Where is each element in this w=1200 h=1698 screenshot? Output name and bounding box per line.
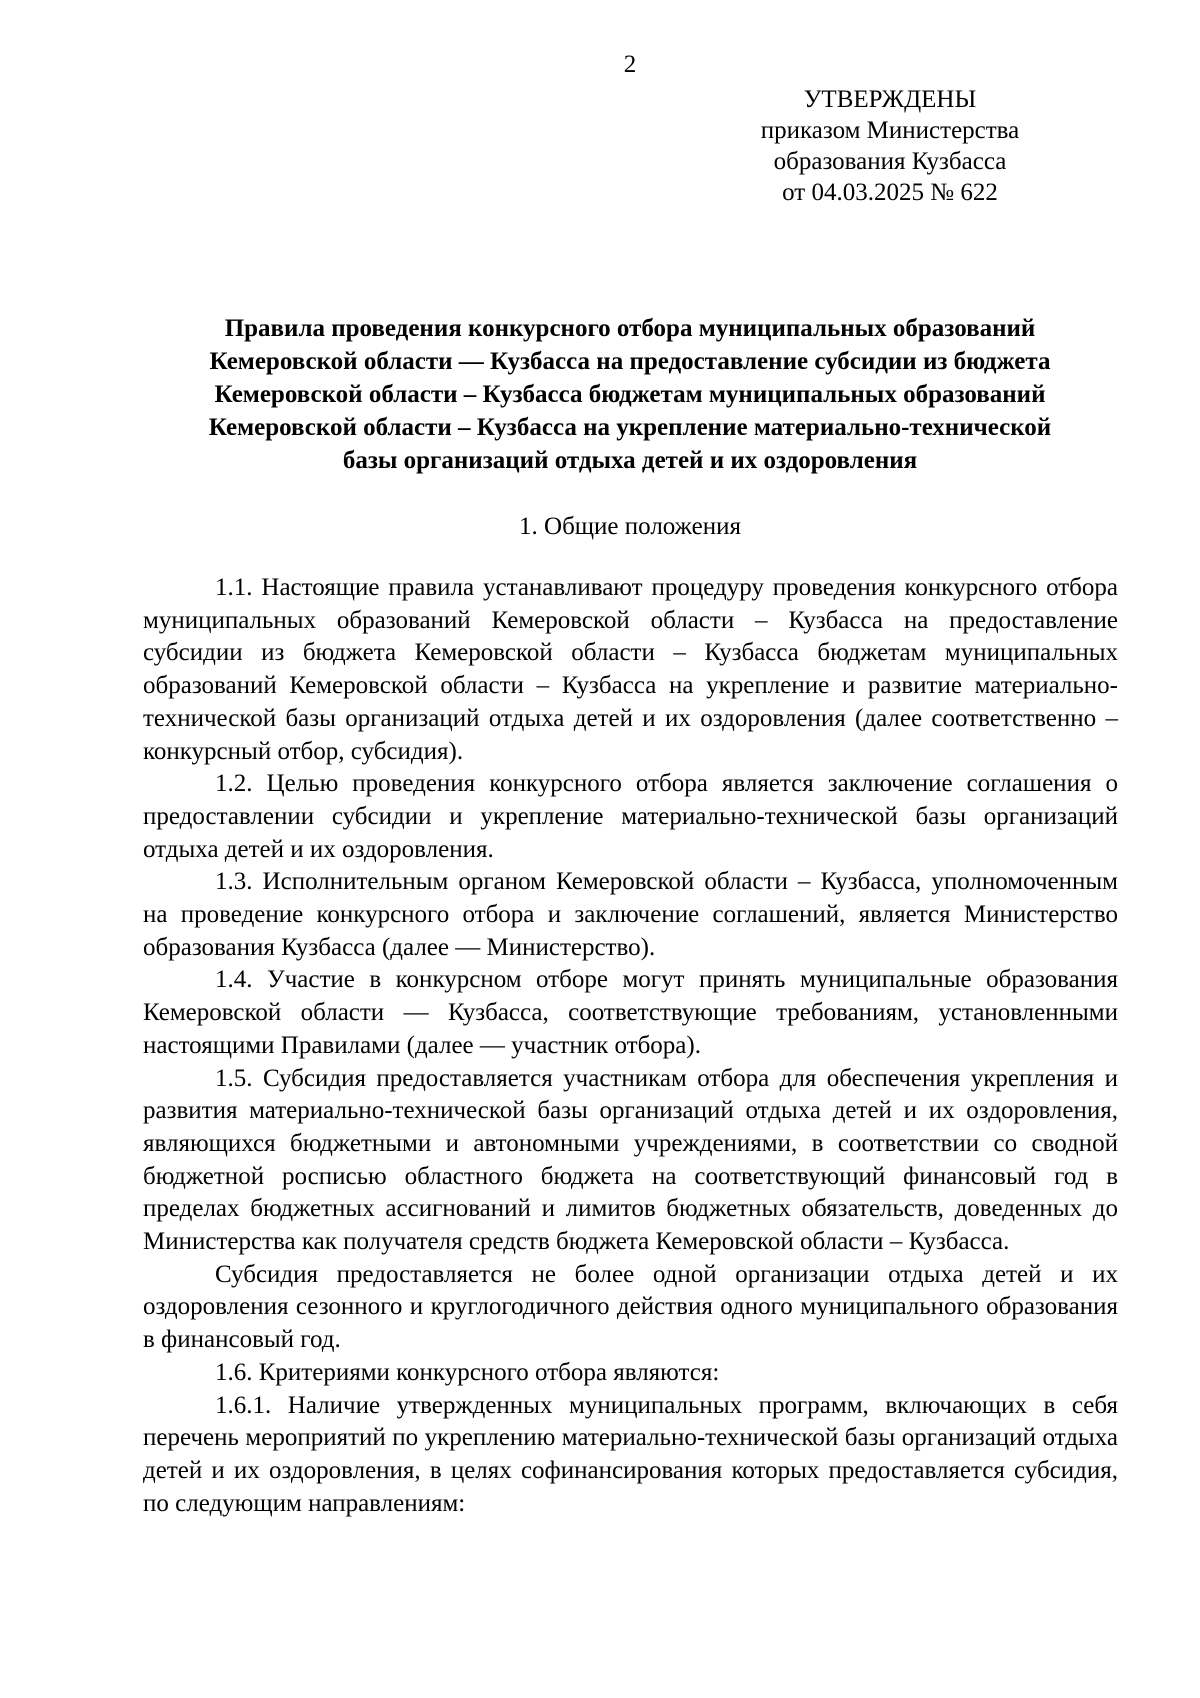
document-title xyxy=(140,312,1120,477)
title-line: базы организаций отдыха детей и их оздоровления xyxy=(342,447,918,474)
approval-line: приказом Министерства xyxy=(760,117,1020,144)
approval-line: образования Кузбасса xyxy=(773,148,1007,175)
approval-block xyxy=(630,84,1150,208)
page-number: 2 xyxy=(623,51,637,78)
paragraph-1-6: 1.6. Критериями конкурсного отбора являются: xyxy=(215,1358,720,1386)
title-line: Кемеровской области – Кузбасса бюджетам муниципальных образований xyxy=(214,381,1046,408)
title-line: Кемеровской области — Кузбасса на предоставление субсидии из бюджета xyxy=(209,348,1051,375)
section-heading: 1. Общие положения xyxy=(519,513,741,540)
title-line: Правила проведения конкурсного отбора муниципальных образований xyxy=(224,315,1036,342)
paragraph-1-3: 1.3. Исполнительным органом Кемеровской области – Кузбасса, уполномоченным на проведение конкурсного отбора и заключение соглашений, является Министерство образования Кузбасса (далее — Министерство). xyxy=(143,868,1118,961)
approval-heading: УТВЕРЖДЕНЫ xyxy=(803,86,977,113)
document-body xyxy=(143,572,1118,1520)
paragraph-1-2: 1.2. Целью проведения конкурсного отбора является заключение соглашения о предоставлении субсидии и укрепление материально-технической базы организаций отдыха детей и их оздоровления. xyxy=(143,770,1118,863)
paragraph-1-6-1: 1.6.1. Наличие утвержденных муниципальных программ, включающих в себя перечень мероприятий по укреплению материально-технической базы организаций отдыха детей и их оздоровления, в целях софинансирования которых предоставляется субсидия, по следующим направлениям: xyxy=(143,1391,1118,1517)
paragraph-1-5: 1.5. Субсидия предоставляется участникам отбора для обеспечения укрепления и развития материально-технической базы организаций отдыха детей и их оздоровления, являющихся бюджетными и автономными учреждениями, в соответствии со сводной бюджетной росписью областного бюджета на соответствующий финансовый год в пределах бюджетных ассигнований и лимитов бюджетных обязательств, доведенных до Министерства как получателя средств бюджета Кемеровской области – Кузбасса. xyxy=(143,1064,1118,1256)
paragraph-1-4: 1.4. Участие в конкурсном отборе могут принять муниципальные образования Кемеровской области — Кузбасса, соответствующие требованиям, установленными настоящими Правилами (далее — участник отбора). xyxy=(143,966,1118,1059)
paragraph-subsidy-note: Субсидия предоставляется не более одной организации отдыха детей и их оздоровления сезонного и круглогодичного действия одного муниципального образования в финансовый год. xyxy=(143,1260,1118,1354)
title-line: Кемеровской области – Кузбасса на укрепление материально-технической xyxy=(208,414,1052,441)
approval-date-number: от 04.03.2025 № 622 xyxy=(782,179,998,206)
paragraph-1-1: 1.1. Настоящие правила устанавливают процедуру проведения конкурсного отбора муниципальных образований Кемеровской области – Кузбасса на предоставление субсидии из бюджета Кемеровской области – Кузбасса бюджетам муниципальных образований Кемеровской области – Кузбасса на укрепление и развитие материально-технической базы организаций отдыха детей и их оздоровления (далее соответственно – конкурсный отбор, субсидия). xyxy=(143,574,1118,765)
